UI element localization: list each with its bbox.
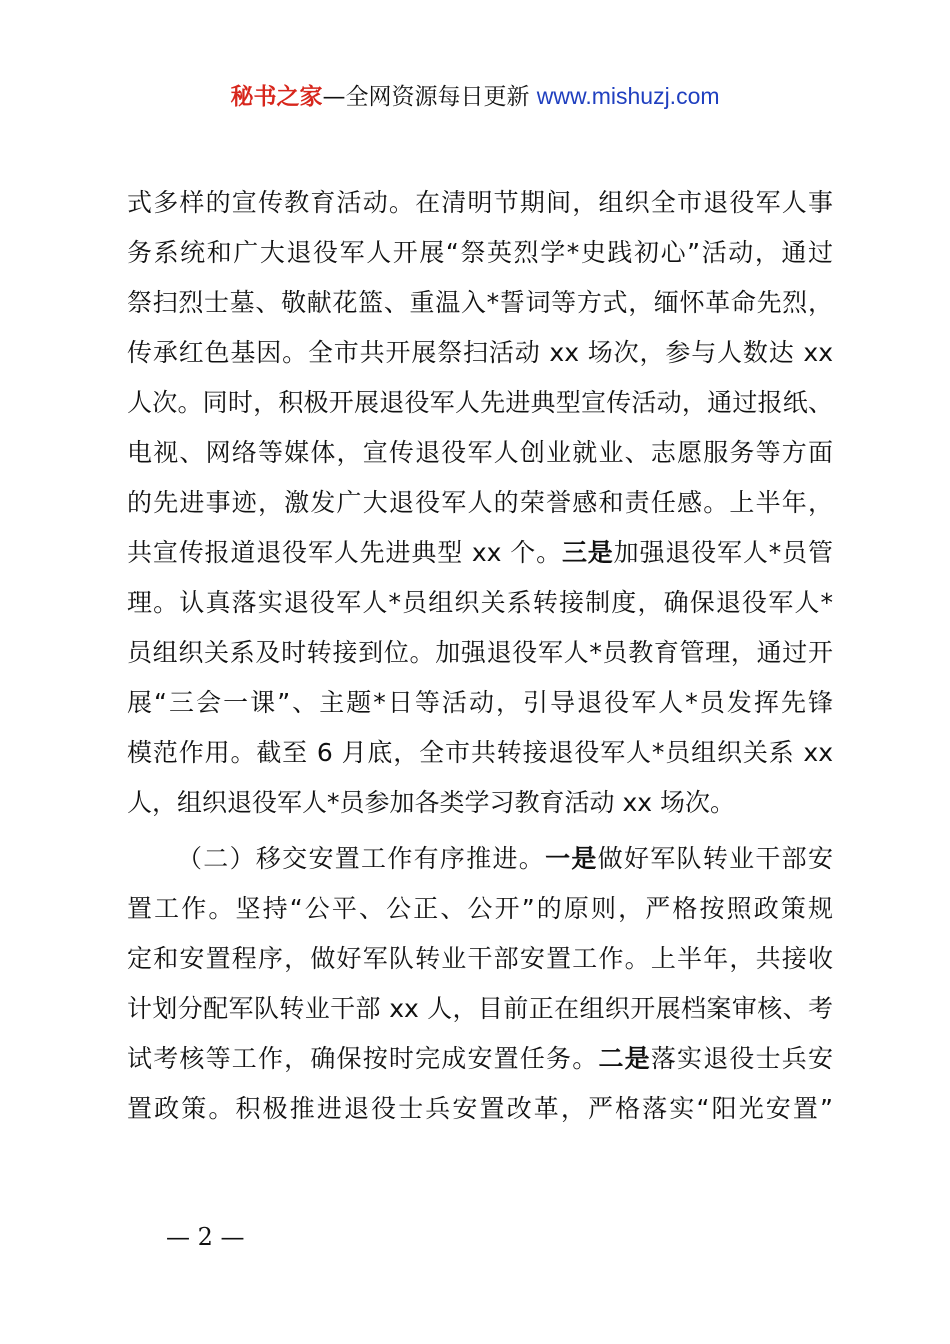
text-line: 定和安置程序，做好军队转业干部安置工作。上半年，共接收 (127, 944, 833, 973)
site-slogan: —全网资源每日更新 (322, 84, 537, 110)
page-number: — 2 — (166, 1223, 245, 1251)
text-line: 模范作用。截至 6 月底，全市共转接退役军人*员组织关系 xx (127, 738, 833, 767)
text-line: 置政策。积极推进退役士兵安置改革，严格落实“阳光安置” (127, 1094, 833, 1123)
text-line (127, 1034, 833, 1084)
paragraph-2 (127, 834, 833, 1134)
site-header (0, 78, 950, 115)
text-line: 计划分配军队转业干部 xx 人，目前正在组织开展档案审核、考 (127, 994, 833, 1023)
site-brand: 秘书之家 (230, 84, 323, 110)
text-line: 展“三会一课”、主题*日等活动，引导退役军人*员发挥先锋 (127, 688, 833, 717)
text-run: 落实退役士兵安 (650, 1044, 833, 1073)
text-line: 置工作。坚持“公平、公正、公开”的原则，严格按照政策规 (127, 894, 833, 923)
text-line: 的先进事迹，激发广大退役军人的荣誉感和责任感。上半年， (127, 488, 833, 517)
text-line: 电视、网络等媒体，宣传退役军人创业就业、志愿服务等方面 (127, 438, 833, 467)
text-line (127, 834, 833, 884)
text-line: 传承红色基因。全市共开展祭扫活动 xx 场次，参与人数达 xx (127, 338, 833, 367)
text-line: 人，组织退役军人*员参加各类学习教育活动 xx 场次。 (127, 788, 735, 817)
text-line: 理。认真落实退役军人*员组织关系转接制度，确保退役军人* (127, 588, 833, 617)
paragraph-1 (127, 178, 833, 828)
text-line: 员组织关系及时转接到位。加强退役军人*员教育管理，通过开 (127, 638, 833, 667)
text-run: 加强退役军人*员管 (613, 538, 833, 567)
text-line (127, 528, 833, 578)
text-run: 共宣传报道退役军人先进典型 xx 个。 (127, 538, 562, 567)
text-run: 试考核等工作，确保按时完成安置任务。 (127, 1044, 599, 1073)
text-line: 务系统和广大退役军人开展“祭英烈学*史践初心”活动，通过 (127, 238, 833, 267)
text-run: 做好军队转业干部安 (597, 844, 833, 873)
section-heading: （二）移交安置工作有序推进。 (177, 844, 546, 873)
bold-lead: 一是 (545, 844, 598, 873)
text-line: 人次。同时，积极开展退役军人先进典型宣传活动，通过报纸、 (127, 388, 833, 417)
text-line: 祭扫烈士墓、敬献花篮、重温入*誓词等方式，缅怀革命先烈， (127, 288, 833, 317)
bold-lead: 三是 (561, 538, 614, 567)
document-body (127, 178, 833, 1134)
site-url[interactable]: www.mishuzj.com (536, 83, 720, 109)
bold-lead: 二是 (598, 1044, 651, 1073)
text-line: 式多样的宣传教育活动。在清明节期间，组织全市退役军人事 (127, 188, 833, 217)
